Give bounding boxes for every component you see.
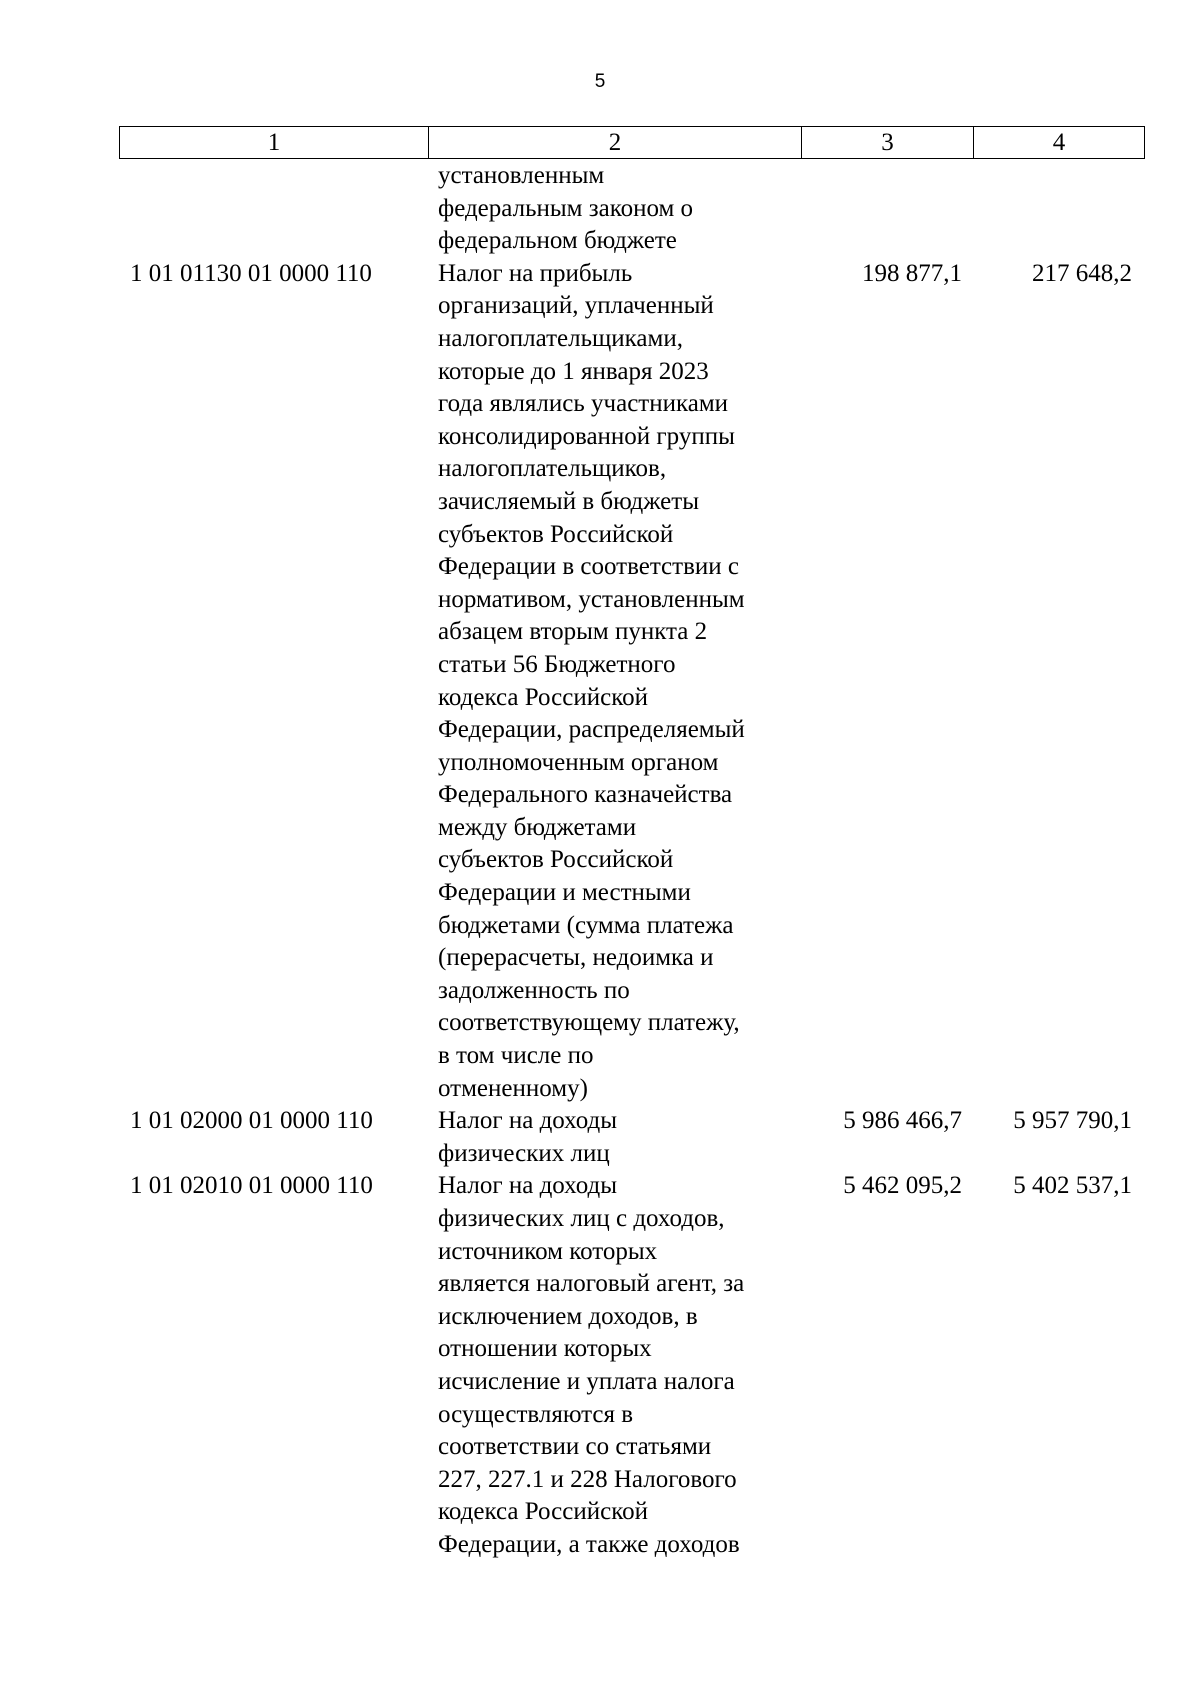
row-value-col-3: 5 986 466,7 (843, 1107, 962, 1135)
table-row (0, 1170, 1200, 1561)
row-code: 1 01 02010 01 0000 110 (130, 1172, 373, 1200)
row-description: Налог на доходы физических лиц (438, 1107, 618, 1167)
table-header-col-2: 2 (429, 127, 802, 158)
table-body (0, 160, 1200, 1562)
row-value-col-4: 5 402 537,1 (1013, 1172, 1132, 1200)
row-code: 1 01 01130 01 0000 110 (130, 259, 372, 287)
table-row (0, 258, 1200, 1105)
table-header-col-4: 4 (1052, 129, 1066, 156)
table-header-col-1: 1 (120, 127, 429, 158)
page-number: 5 (594, 71, 606, 92)
row-description: Налог на прибыль организаций, уплаченный налогоплательщиками, которые до 1 января 2023 года являлись участниками консолидированной группы налогоплательщиков, зачисляемый в бюджеты субъектов Российской Федерации в соответствии с нормативом, установленным абзацем вторым пункта 2 статьи 56 Бюджетного кодекса Российской Федерации, распределяемый уполномоченным органом Федерального казначейства между бюджетами субъектов Российской Федерации и местными бюджетами (сумма платежа (перерасчеты, недоимка и задолженность по соответствующему платежу, в том числе по отмененному) (438, 259, 745, 1102)
table-row (0, 160, 1200, 258)
table-header-row (119, 126, 1145, 159)
row-value-col-3: 5 462 095,2 (843, 1172, 962, 1200)
table-header-col-3: 3 (802, 127, 974, 158)
row-description: установленным федеральным законом о федеральном бюджете (438, 162, 694, 255)
row-description: Налог на доходы физических лиц с доходов, источником которых является налоговый агент, за исключением доходов, в отношении которых исчисление и уплата налога осуществляются в соответствии со статьями 227, 227.1 и 228 Налогового кодекса Российской Федерации, а также доходов (438, 1172, 745, 1558)
table-row (0, 1105, 1200, 1170)
row-value-col-3: 198 877,1 (862, 259, 962, 287)
row-value-col-4: 5 957 790,1 (1013, 1107, 1132, 1135)
row-value-col-4: 217 648,2 (1032, 259, 1132, 287)
row-code: 1 01 02000 01 0000 110 (130, 1107, 373, 1135)
